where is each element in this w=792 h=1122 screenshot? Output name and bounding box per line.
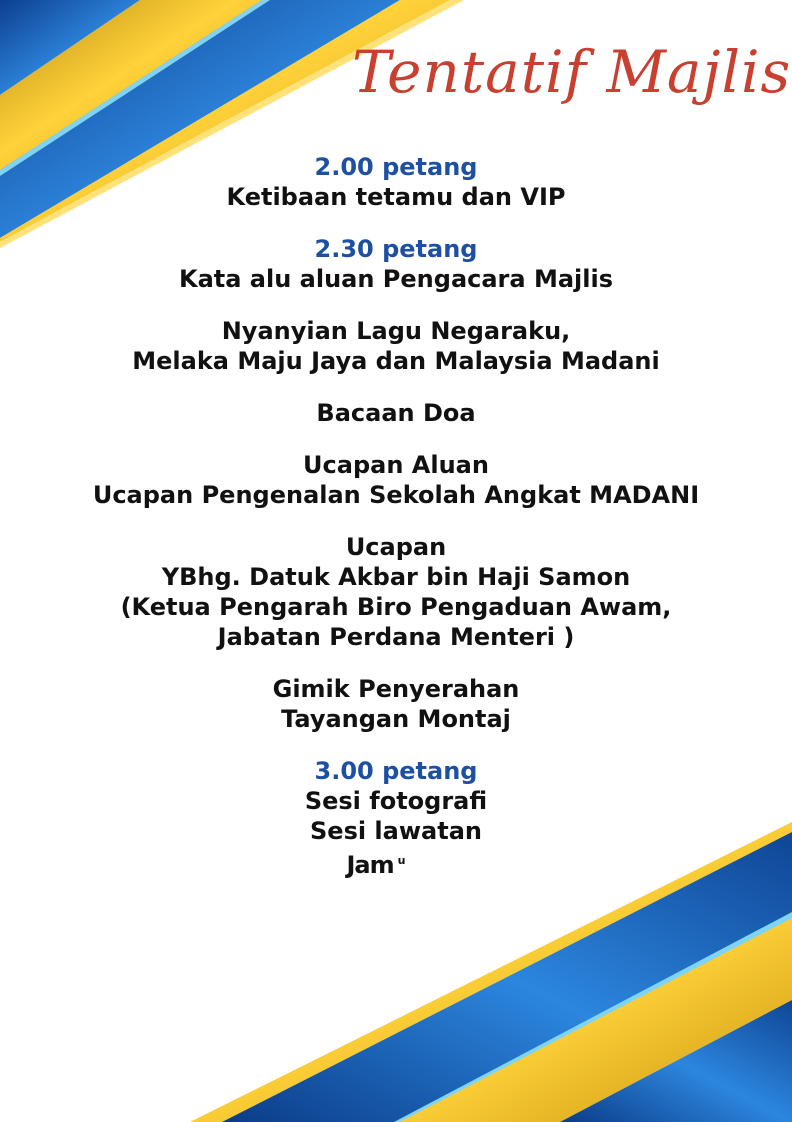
schedule-item: Ucapan	[345, 533, 447, 561]
schedule-item: Tayangan Montaj	[281, 705, 511, 733]
schedule-item: YBhg. Datuk Akbar bin Haji Samon	[161, 563, 631, 591]
schedule	[0, 152, 792, 880]
schedule-item: Gimik Penyerahan	[272, 675, 520, 703]
schedule-item: Melaka Maju Jaya dan Malaysia Madani	[132, 347, 660, 375]
schedule-item: Ketibaan tetamu dan VIP	[226, 183, 566, 211]
logo-sup: u	[397, 854, 406, 867]
time-2-30: 2.30 petang	[314, 235, 478, 263]
page-title: Tentatif Majlis	[352, 38, 792, 106]
schedule-item: Ucapan Aluan	[303, 451, 489, 479]
logo-text: Jam	[346, 851, 394, 879]
schedule-item: Sesi fotografi	[304, 787, 488, 815]
jamu-logo	[347, 846, 406, 880]
schedule-item: Sesi lawatan	[310, 817, 482, 845]
time-3-00: 3.00 petang	[314, 757, 478, 785]
time-2-00: 2.00 petang	[314, 153, 478, 181]
schedule-item: Ucapan Pengenalan Sekolah Angkat MADANI	[92, 481, 700, 509]
schedule-item: Nyanyian Lagu Negaraku,	[221, 317, 571, 345]
schedule-item: Jabatan Perdana Menteri )	[217, 623, 575, 651]
schedule-item: Bacaan Doa	[316, 399, 476, 427]
schedule-item: Kata alu aluan Pengacara Majlis	[178, 265, 613, 293]
schedule-item: (Ketua Pengarah Biro Pengaduan Awam,	[120, 593, 672, 621]
